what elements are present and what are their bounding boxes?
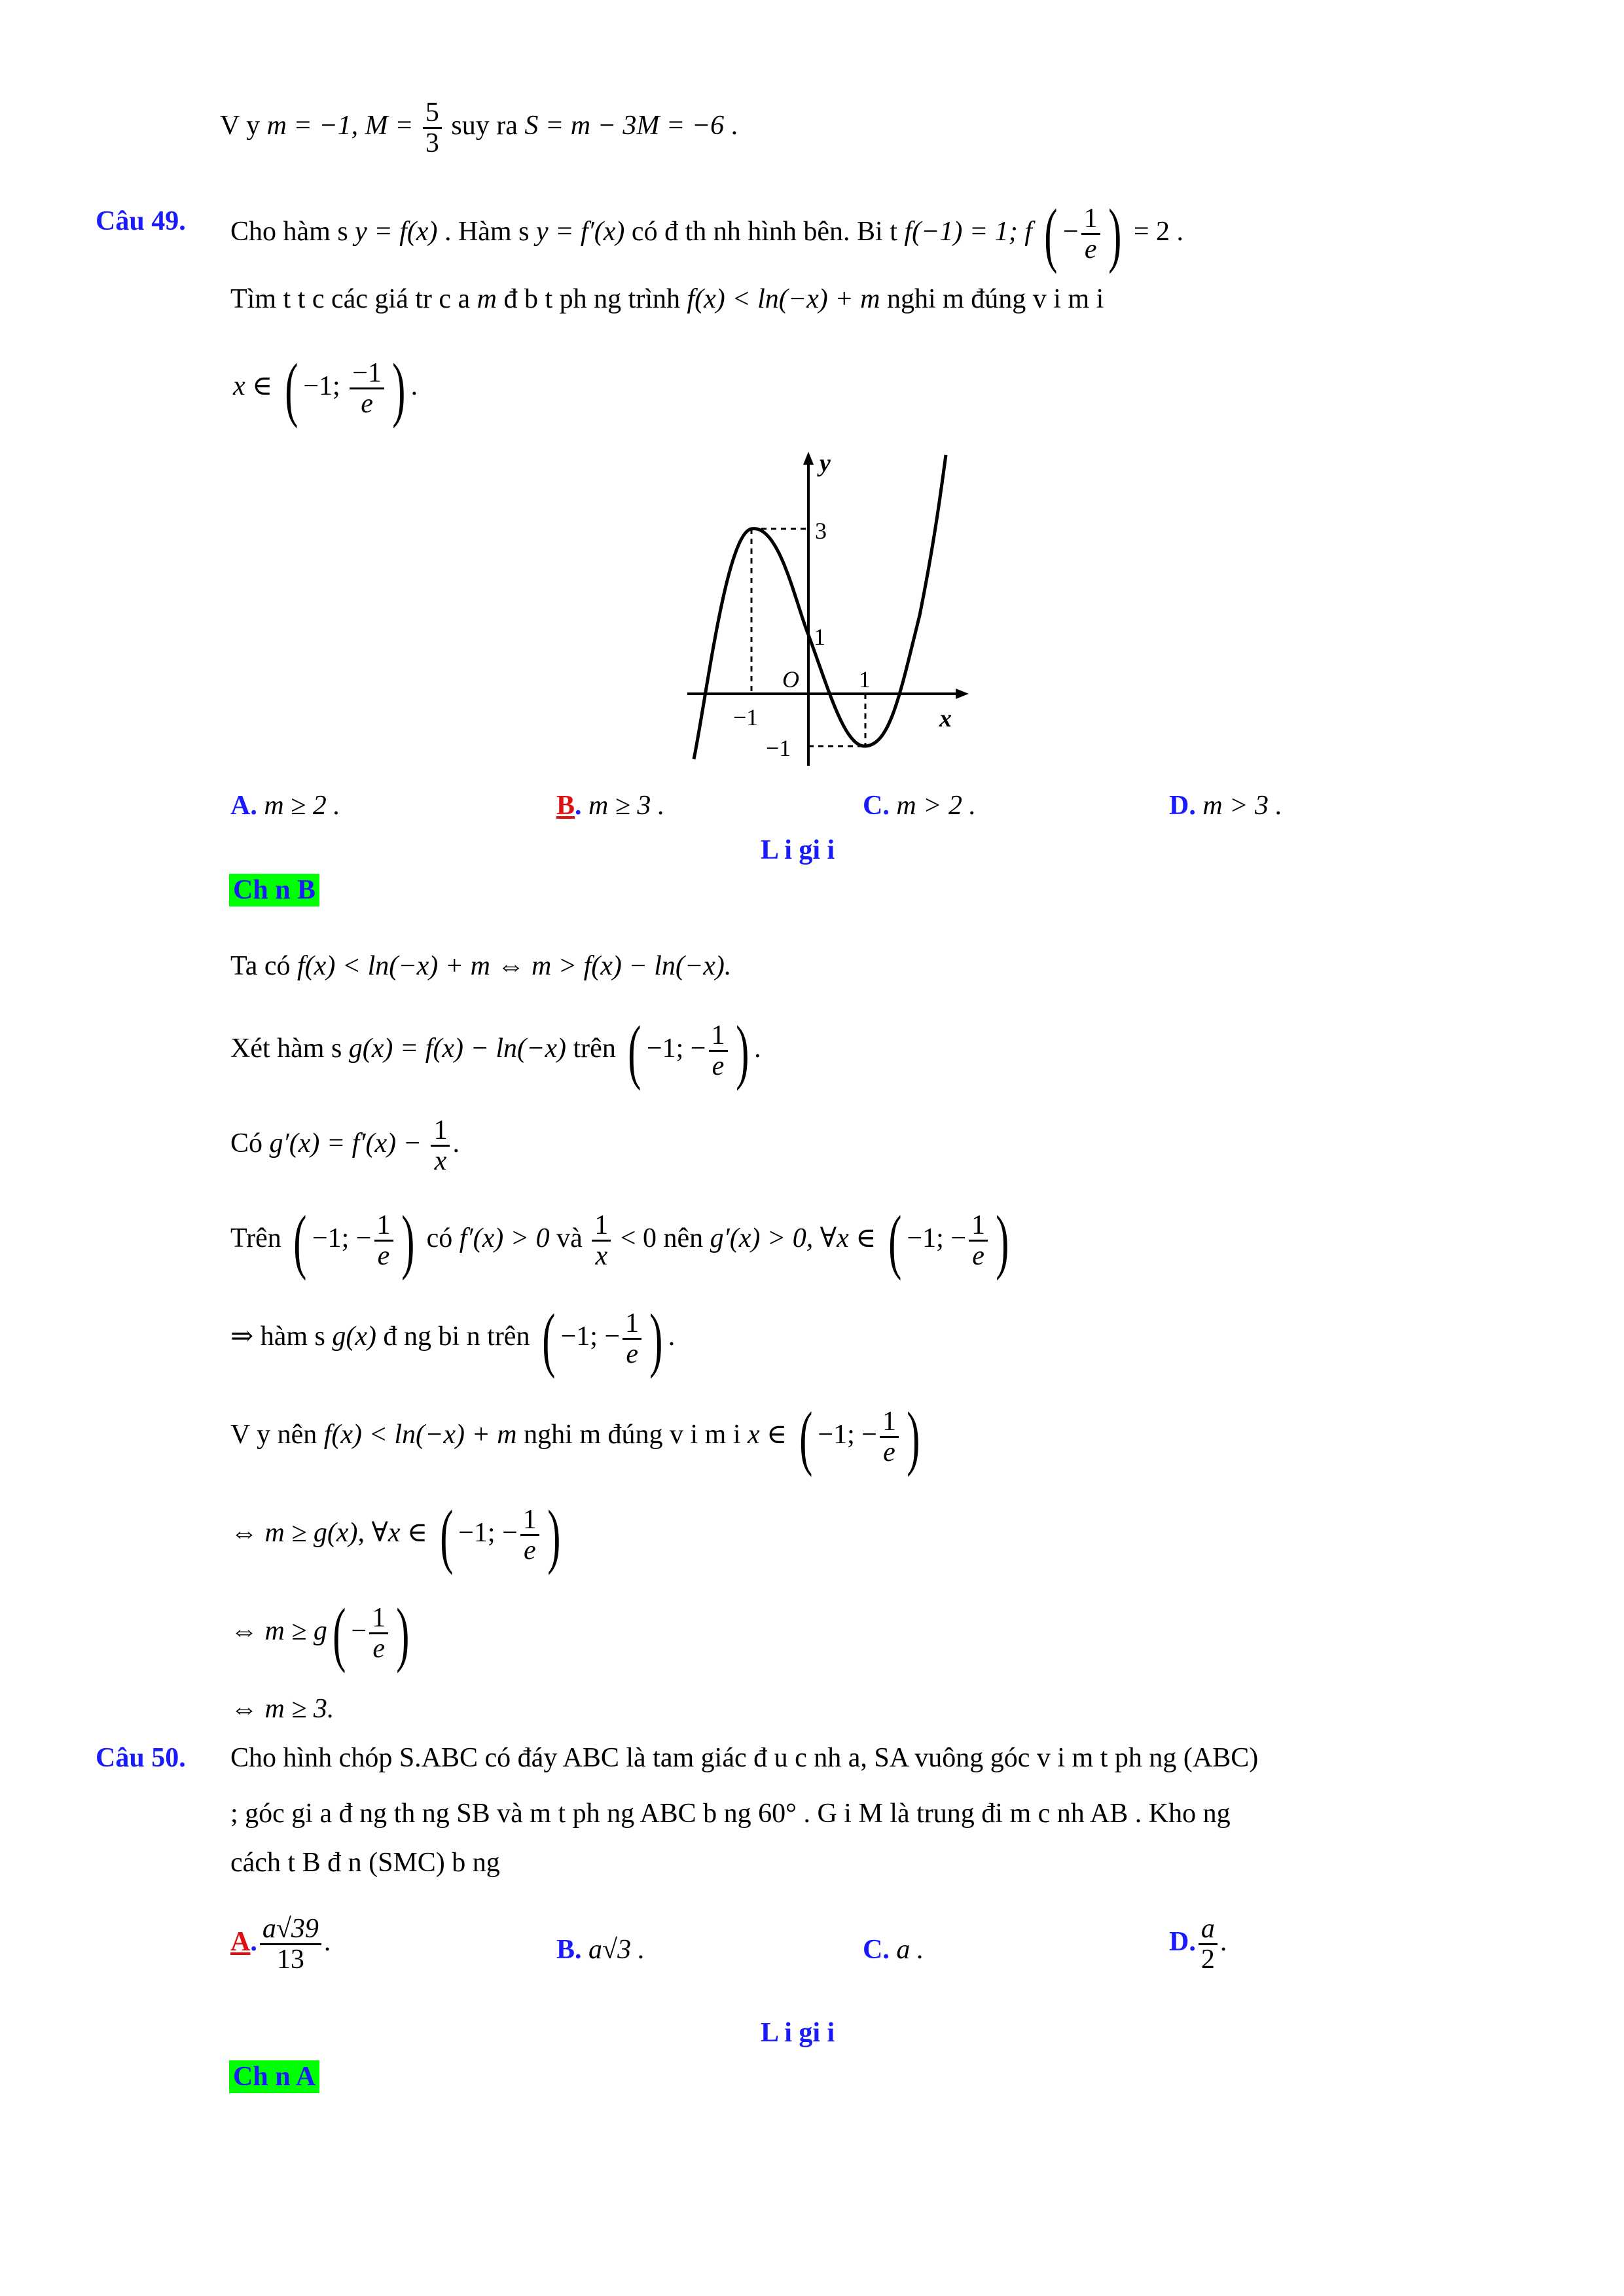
paren-open: ( [1044,194,1058,274]
q49-l1-tail: = 2 . [1133,217,1184,247]
q49-l2-t1: Tìm t t c các giá tr c a [230,284,477,314]
paren-open: ( [628,1011,641,1091]
text: V y nên [230,1420,324,1450]
paren-open: ( [293,1200,307,1281]
math: ⇔ m ≥ g [230,1616,327,1647]
math: f(x) < ln(−x) + m ⇔ m > f(x) − ln(−x). [297,951,732,981]
option-dot: . [575,791,582,821]
tick-y-1: 1 [814,624,825,650]
q49-l1-t3: có đ th nh hình bên. Bi t [631,217,905,247]
math: −1; − [907,1223,967,1254]
tick-y-minus1: −1 [766,735,791,761]
q49-option-b[interactable] [556,792,664,819]
frac [592,1211,611,1270]
text: đ ng bi n trên [376,1321,537,1352]
frac-den: e [972,1241,984,1272]
q49-l3-t1: x ∈ [233,371,280,402]
text: Có [230,1128,270,1159]
q49-sol-line9: ⇔ m ≥ 3. [230,1694,334,1724]
option-text: m > 3 . [1195,791,1283,821]
y-axis-arrow [803,452,814,465]
q49-sol-line8 [230,1593,415,1674]
frac-num: 1 [969,1211,988,1242]
top-expr1: m = −1, M = [266,111,420,141]
option-letter: D. [1169,791,1196,821]
frac-den: x [595,1241,608,1272]
q49-sol-line4 [230,1200,1015,1281]
frac [520,1505,539,1565]
q49-l1-t2: . Hàm s [444,217,536,247]
top-mid: suy ra [451,111,525,141]
paren-close: ) [735,1011,749,1091]
x-axis-arrow [956,689,969,699]
frac [374,1211,393,1270]
math: g(x) = f(x) − ln(−x) [348,1033,567,1064]
y-axis-label: y [820,450,831,477]
top-frac-den: 3 [425,128,439,159]
frac-den: e [377,1241,390,1272]
option-letter: A. [230,791,257,821]
frac-num: 1 [592,1211,611,1242]
q49-option-c[interactable] [863,792,976,819]
q49-sol-line1 [230,952,731,980]
math: f(x) < ln(−x) + m [323,1420,517,1450]
q50-option-d[interactable] [1169,1914,1227,1974]
q49-l1-f1: y = f(x) [355,217,438,247]
q49-l3-end: . [410,371,418,402]
option-letter: B [556,791,575,821]
option-letter: A [230,1927,251,1958]
paren-close: ) [547,1495,561,1575]
paren-close: ) [649,1299,663,1379]
option-letter: B. [556,1935,582,1965]
q50-line3: cách t B đ n (SMC) b ng [230,1848,500,1878]
frac-den: x [434,1146,447,1177]
top-prefix: V y [220,111,267,141]
q49-l2-m: m [477,284,497,314]
tick-y-3: 3 [815,518,827,544]
math: −1; − [458,1518,518,1549]
frac-num: 1 [880,1407,899,1438]
top-expr2: S = m − 3M = −6 [524,111,725,141]
math: −1; − [818,1420,877,1450]
frac-num: 1 [374,1211,393,1242]
paren-close: ) [396,1593,410,1674]
math: ⇔ m ≥ g(x), ∀x ∈ [230,1518,435,1549]
text: nên [656,1223,710,1254]
text: nghi m đúng v i m i [516,1420,748,1450]
frac [260,1914,321,1974]
frac [1199,1914,1218,1974]
option-text: m > 2 . [889,791,977,821]
q49-l2-t3: nghi m đúng v i m i [886,284,1104,314]
paren-open: ( [799,1397,813,1477]
frac [369,1604,388,1663]
math: −1; − [560,1321,621,1352]
origin-label: O [782,666,799,692]
q49-line1: Cho hàm s y = f(x) . Hàm s y = f′(x) có đ th nh hình bên. Bi t f(−1) = 1; f ( − $\frac{1}{e}$ ) = 2 . [230,194,1184,274]
paren-open: ( [542,1299,556,1379]
derivative-graph [681,445,988,772]
option-letter: D. [1169,1927,1196,1958]
frac-den: e [372,1634,386,1664]
x-axis-label: x [939,705,952,732]
q49-l3-t2: −1; [303,371,348,402]
frac-num: 1 [623,1309,641,1340]
text: . [754,1033,761,1064]
option-text: m ≥ 2 . [257,791,340,821]
frac-num: 1 [520,1505,539,1536]
option-letter: C. [863,1935,890,1965]
option-text: a√3 . [581,1935,645,1965]
math: g′(x) > 0, ∀x ∈ [710,1223,883,1254]
frac [709,1021,728,1081]
math: −1; − [312,1223,372,1254]
paren-close: ) [907,1397,920,1477]
q50-option-b[interactable] [556,1936,645,1964]
frac-num: a√39 [260,1914,321,1945]
text: Ta có [230,951,298,981]
text: và [549,1223,590,1254]
q49-l1-f3: f(−1) = 1; f [904,217,1032,247]
paren-close: ) [401,1200,414,1281]
math: g′(x) = f′(x) − [269,1128,429,1159]
tick-x-1: 1 [859,666,871,692]
frac [623,1309,641,1369]
q49-l3-frac [350,359,384,418]
paren-close: ) [996,1200,1009,1281]
option-end: . [323,1927,331,1958]
frac-den: e [361,389,373,420]
text: . [452,1128,460,1159]
curve-f-prime [694,455,946,759]
text: . [668,1321,676,1352]
top-end: . [731,111,738,141]
frac-den: 13 [276,1945,304,1975]
text: Xét hàm s [230,1033,349,1064]
q49-sol-line2 [230,1011,761,1091]
frac-num: a [1199,1914,1218,1945]
q49-l1-frac [1081,204,1100,264]
question-50-label: Câu 50. [96,1743,186,1773]
frac-den: 2 [1200,1945,1215,1975]
frac-num: 1 [1081,204,1100,235]
frac-den: e [1084,234,1097,265]
q49-l1-f2: y = f′(x) [535,217,625,247]
q49-solution-heading: L i gi i [761,835,835,865]
q50-choice-badge: Ch n A [229,2060,319,2093]
q50-solution-heading: L i gi i [761,2018,835,2048]
frac-den: e [712,1051,725,1082]
text: ⇒ hàm s [230,1321,333,1352]
option-letter: C. [863,791,890,821]
q49-sol-line7 [230,1495,566,1575]
frac [431,1116,450,1175]
q50-option-a[interactable] [230,1914,331,1974]
text: Trên [230,1223,289,1254]
q50-line1: Cho hình chóp S.ABC có đáy ABC là tam giác đ u c nh a, SA vuông góc v i m t ph ng (ABC) [230,1743,1259,1773]
paren-open: ( [439,1495,453,1575]
math: f′(x) > 0 [459,1223,550,1254]
option-dot: . [250,1927,257,1958]
paren-open: ( [333,1593,346,1674]
q49-l1-t1: Cho hàm s [230,217,355,247]
q49-line3 [233,348,418,429]
frac-den: e [883,1437,895,1468]
top-frac-num: 5 [423,98,442,129]
math: −1; − [646,1033,706,1064]
math: x ∈ [748,1420,794,1450]
q49-sol-line3 [230,1116,460,1175]
paren-close: ) [1108,194,1122,274]
text: có [420,1223,460,1254]
q50-line2: ; góc gi a đ ng th ng SB và m t ph ng ABC b ng 60° . G i M là trung đi m c nh AB . Kho ng [230,1799,1231,1829]
q49-l2-f: f(x) < ln(−x) + m [687,284,880,314]
q49-sol-line6 [230,1397,926,1477]
top-conclusion-line [220,98,738,158]
paren-close: ) [392,348,406,429]
frac-num: 1 [431,1116,450,1147]
q49-sol-line5 [230,1299,676,1379]
frac [880,1407,899,1467]
math: g(x) [332,1321,376,1352]
frac-num: −1 [350,359,384,389]
option-text: a . [889,1935,924,1965]
q50-option-c[interactable] [863,1936,924,1964]
paren-open: ( [284,348,298,429]
frac-den: e [523,1535,536,1566]
text: trên [566,1033,623,1064]
q49-l2-t2: đ b t ph ng trình [503,284,687,314]
question-49-label: Câu 49. [96,206,186,236]
top-fraction [423,98,442,158]
frac-num: 1 [709,1021,728,1052]
q49-option-a[interactable] [230,792,340,819]
frac-num: 1 [369,1604,388,1634]
frac [969,1211,988,1270]
option-text: m ≥ 3 . [581,791,665,821]
math: − [351,1616,367,1647]
paren-open: ( [888,1200,902,1281]
q49-option-d[interactable] [1169,792,1282,819]
q49-choice-badge: Ch n B [229,874,319,906]
q49-line2 [230,285,1104,313]
math: < 0 [613,1223,657,1254]
tick-x-minus1: −1 [733,704,759,730]
option-end: . [1219,1927,1227,1958]
frac-den: e [626,1339,638,1370]
